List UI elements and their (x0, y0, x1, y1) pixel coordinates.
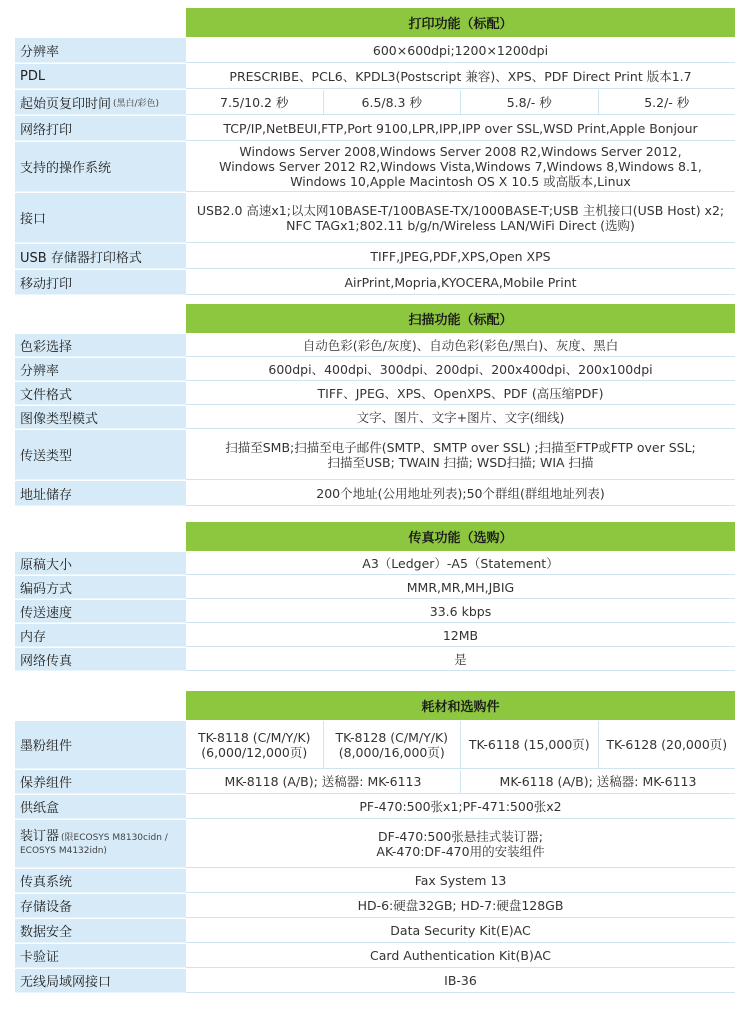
row-value: 12MB (186, 624, 735, 647)
row-label: 接口 (15, 193, 186, 243)
spec-row (15, 192, 735, 243)
row-cell (186, 721, 323, 768)
row-label: 传真系统 (15, 869, 186, 893)
row-label: 网络打印 (15, 116, 186, 141)
row-value: 是 (186, 648, 735, 671)
scan-title: 扫描功能（标配） (186, 304, 735, 333)
supplies-header (15, 691, 735, 720)
spec-row (15, 357, 735, 381)
row-label: 存储设备 (15, 894, 186, 918)
row-label: 无线局域网接口 (15, 969, 186, 993)
spec-row (15, 115, 735, 141)
print-title: 打印功能（标配） (186, 8, 735, 37)
row-label (15, 90, 186, 115)
row-value: IB-36 (186, 969, 735, 993)
value-line: 扫描至SMB;扫描至电子邮件(SMTP、SMTP over SSL) ;扫描至FTP或FTP over SSL; (225, 439, 696, 455)
spec-row (15, 647, 735, 671)
row-value: 600dpi、400dpi、300dpi、200dpi、200x400dpi、200x100dpi (186, 358, 735, 381)
row-value: 文字、图片、文字+图片、文字(细线) (186, 406, 735, 429)
spec-row (15, 819, 735, 868)
spec-row (15, 37, 735, 63)
spec-row (15, 893, 735, 918)
fax-title: 传真功能（选购） (186, 522, 735, 551)
spec-row (15, 968, 735, 993)
print-header (15, 8, 735, 37)
scan-section (15, 304, 735, 506)
spec-row (15, 243, 735, 269)
row-value: TIFF、JPEG、XPS、OpenXPS、PDF (高压缩PDF) (186, 382, 735, 405)
row-value (186, 820, 735, 868)
row-cell: 6.5/8.3 秒 (323, 90, 461, 114)
row-cell: TK-6128 (20,000页) (598, 721, 736, 768)
row-value: 33.6 kbps (186, 600, 735, 623)
row-value: 自动色彩(彩色/灰度)、自动色彩(彩色/黑白)、灰度、黑白 (186, 334, 735, 357)
spec-row (15, 599, 735, 623)
row-label: 原稿大小 (15, 552, 186, 575)
row-label: 网络传真 (15, 648, 186, 671)
row-value: Card Authentication Kit(B)AC (186, 944, 735, 968)
spec-row (15, 429, 735, 480)
row-label: 编码方式 (15, 576, 186, 599)
spec-row (15, 623, 735, 647)
row-label-text: 起始页复印时间 (20, 96, 112, 112)
value-line: 扫描至USB; TWAIN 扫描; WSD扫描; WIA 扫描 (327, 454, 594, 470)
row-label: 墨粉组件 (15, 721, 186, 769)
spec-row (15, 794, 735, 819)
print-section (15, 8, 735, 295)
value-line: Windows Server 2008,Windows Server 2008 R2,Windows Server 2012, (239, 144, 682, 159)
value-line: NFC TAGx1;802.11 b/g/n/Wireless LAN/WiFi Direct (选购) (286, 217, 635, 233)
row-cell: MK-8118 (A/B); 送稿器: MK-6113 (224, 774, 422, 789)
row-label-text: 装订器 (20, 828, 60, 844)
value-line: Windows 10,Apple Macintosh OS X 10.5 或高版本,Linux (290, 174, 631, 189)
cell-line: TK-8128 (C/M/Y/K) (335, 729, 449, 745)
row-value: PRESCRIBE、PCL6、KPDL3(Postscript 兼容)、XPS、PDF Direct Print 版本1.7 (186, 64, 735, 89)
row-label: 移动打印 (15, 270, 186, 295)
row-label: 图像类型模式 (15, 406, 186, 429)
cell-line: (6,000/12,000页) (201, 744, 308, 760)
row-value: A3（Ledger）-A5（Statement） (186, 552, 735, 575)
row-label: 分辨率 (15, 38, 186, 63)
row-label: 卡验证 (15, 944, 186, 968)
row-label: 传送速度 (15, 600, 186, 623)
row-label: 色彩选择 (15, 334, 186, 357)
value-line: AK-470:DF-470用的安装组件 (376, 843, 545, 859)
row-cell: TK-6118 (15,000页) (460, 721, 598, 768)
spec-row (15, 333, 735, 357)
row-label: 分辨率 (15, 358, 186, 381)
row-cells (186, 770, 735, 794)
cell-line: (8,000/16,000页) (338, 744, 445, 760)
spec-row (15, 943, 735, 968)
row-cell: 7.5/10.2 秒 (220, 94, 289, 110)
value-line: DF-470:500张悬挂式装订器; (378, 828, 543, 844)
spec-row (15, 141, 735, 192)
row-value: HD-6:硬盘32GB; HD-7:硬盘128GB (186, 894, 735, 918)
row-label: 支持的操作系统 (15, 142, 186, 192)
supplies-section (15, 691, 735, 993)
row-label: PDL (15, 64, 186, 89)
spec-row (15, 63, 735, 89)
row-cell: MK-6118 (A/B); 送稿器: MK-6113 (460, 770, 735, 793)
scan-header (15, 304, 735, 333)
row-label: 传送类型 (15, 430, 186, 480)
row-value: Data Security Kit(E)AC (186, 919, 735, 943)
row-value: TIFF,JPEG,PDF,XPS,Open XPS (186, 244, 735, 269)
row-value: 600×600dpi;1200×1200dpi (186, 38, 735, 63)
row-value: TCP/IP,NetBEUI,FTP,Port 9100,LPR,IPP,IPP over SSL,WSD Print,Apple Bonjour (186, 116, 735, 141)
row-cells (186, 90, 735, 115)
row-cells (186, 721, 735, 769)
row-value: MMR,MR,MH,JBIG (186, 576, 735, 599)
row-cell: 5.8/- 秒 (460, 90, 598, 114)
row-cell: 5.2/- 秒 (598, 90, 736, 114)
spec-row (15, 269, 735, 295)
row-label-note: (限ECOSYS M8130cidn / (61, 832, 168, 843)
row-value: PF-470:500张x1;PF-471:500张x2 (186, 795, 735, 819)
row-label-note-2: ECOSYS M4132idn) (20, 845, 107, 856)
fax-section (15, 522, 735, 671)
value-line: USB2.0 高速x1;以太网10BASE-T/100BASE-TX/1000BASE-T;USB 主机接口(USB Host) x2; (196, 202, 725, 218)
row-value: 200个地址(公用地址列表);50个群组(群组地址列表) (186, 481, 735, 506)
row-label: 地址储存 (15, 481, 186, 506)
spec-row (15, 575, 735, 599)
row-value (186, 193, 735, 243)
spec-row (15, 89, 735, 115)
row-label: 数据安全 (15, 919, 186, 943)
spec-row (15, 405, 735, 429)
spec-row (15, 868, 735, 893)
spec-row (15, 480, 735, 506)
spec-row (15, 551, 735, 575)
row-label (15, 820, 186, 868)
row-label: 内存 (15, 624, 186, 647)
row-cell (323, 721, 461, 768)
row-value (186, 430, 735, 480)
value-line: Windows Server 2012 R2,Windows Vista,Windows 7,Windows 8,Windows 8.1, (219, 159, 702, 174)
spec-row (15, 720, 735, 769)
row-value: Fax System 13 (186, 869, 735, 893)
spec-row (15, 918, 735, 943)
fax-header (15, 522, 735, 551)
row-label: 文件格式 (15, 382, 186, 405)
row-label: 保养组件 (15, 770, 186, 794)
row-label-note: (黑白/彩色) (113, 98, 160, 109)
row-label: USB 存储器打印格式 (15, 244, 186, 269)
row-value (186, 142, 735, 192)
cell-line: TK-8118 (C/M/Y/K) (197, 729, 311, 745)
row-value: AirPrint,Mopria,KYOCERA,Mobile Print (186, 270, 735, 295)
supplies-title: 耗材和选购件 (186, 691, 735, 720)
spec-row (15, 769, 735, 794)
row-label: 供纸盒 (15, 795, 186, 819)
spec-row (15, 381, 735, 405)
